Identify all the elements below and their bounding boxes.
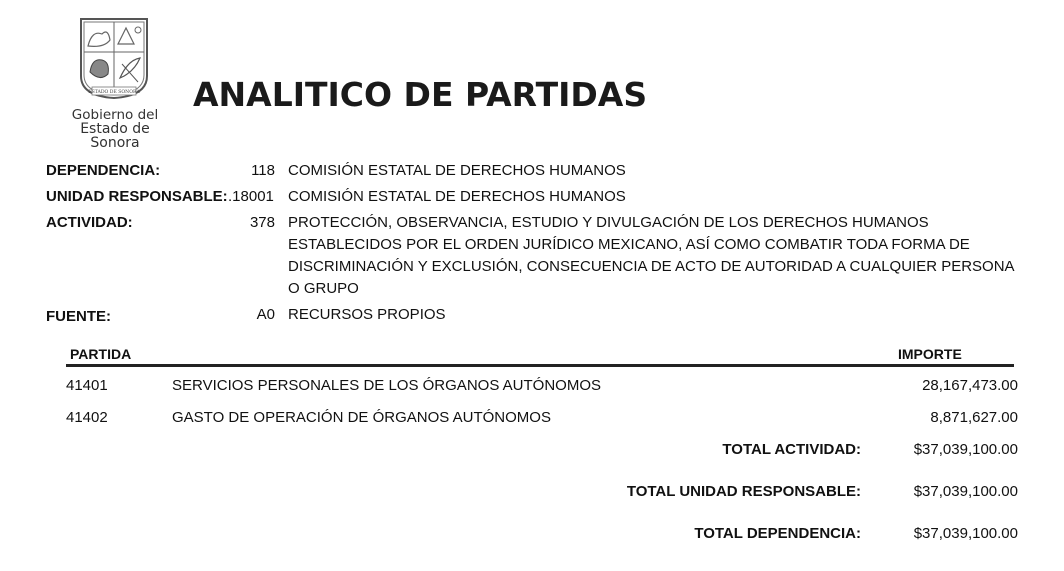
unidad-value: COMISIÓN ESTATAL DE DERECHOS HUMANOS	[288, 188, 626, 205]
partida-column-header: PARTIDA	[70, 346, 132, 362]
table-row-description: SERVICIOS PERSONALES DE LOS ÓRGANOS AUTÓNOMOS	[172, 377, 601, 394]
dependencia-label: DEPENDENCIA:	[46, 162, 161, 179]
dependencia-code: 118	[251, 162, 275, 179]
table-row-description: GASTO DE OPERACIÓN DE ÓRGANOS AUTÓNOMOS	[172, 409, 551, 426]
fuente-value: RECURSOS PROPIOS	[288, 306, 446, 323]
sonora-coat-of-arms-icon	[78, 16, 150, 100]
dependencia-value: COMISIÓN ESTATAL DE DERECHOS HUMANOS	[288, 162, 626, 179]
importe-column-header: IMPORTE	[898, 346, 962, 362]
logo-caption-line2: Estado de Sonora	[80, 121, 150, 151]
government-logo	[56, 16, 174, 151]
table-header-rule	[66, 364, 1014, 367]
actividad-label: ACTIVIDAD:	[46, 214, 133, 231]
total-actividad-value: $37,039,100.00	[913, 441, 1018, 458]
actividad-value: PROTECCIÓN, OBSERVANCIA, ESTUDIO Y DIVULGACIÓN DE LOS DERECHOS HUMANOS ESTABLECIDOS POR EL ORDEN JURÍDICO MEXICANO, ASÍ COMO COMBATIR TODA FORMA DE DISCRIMINACIÓN Y EXCLUSIÓN, CONSECUENCIA DE ACTO DE AUTORIDAD A CUALQUIER PERSONA O GRUPO	[288, 214, 1014, 297]
fuente-label: FUENTE:	[46, 308, 111, 325]
total-unidad-value: $37,039,100.00	[913, 483, 1018, 500]
fuente-code: A0	[256, 306, 275, 323]
logo-caption-line1: Gobierno del	[71, 107, 159, 123]
total-dependencia-value: $37,039,100.00	[913, 525, 1018, 542]
table-row-importe: 8,871,627.00	[930, 409, 1018, 426]
total-unidad-label: TOTAL UNIDAD RESPONSABLE:	[626, 483, 861, 500]
logo-caption	[56, 108, 174, 150]
table-row-partida: 41402	[66, 409, 108, 426]
seal-text: ESTADO DE SONORA	[88, 90, 140, 96]
total-dependencia-label: TOTAL DEPENDENCIA:	[694, 525, 861, 542]
unidad-code: .18001	[228, 188, 274, 205]
unidad-label: UNIDAD RESPONSABLE:	[46, 188, 228, 205]
page-title: ANALITICO DE PARTIDAS	[193, 75, 648, 114]
table-row-importe: 28,167,473.00	[922, 377, 1018, 394]
actividad-code: 378	[249, 214, 275, 231]
table-row-partida: 41401	[66, 377, 108, 394]
total-actividad-label: TOTAL ACTIVIDAD:	[722, 441, 861, 458]
